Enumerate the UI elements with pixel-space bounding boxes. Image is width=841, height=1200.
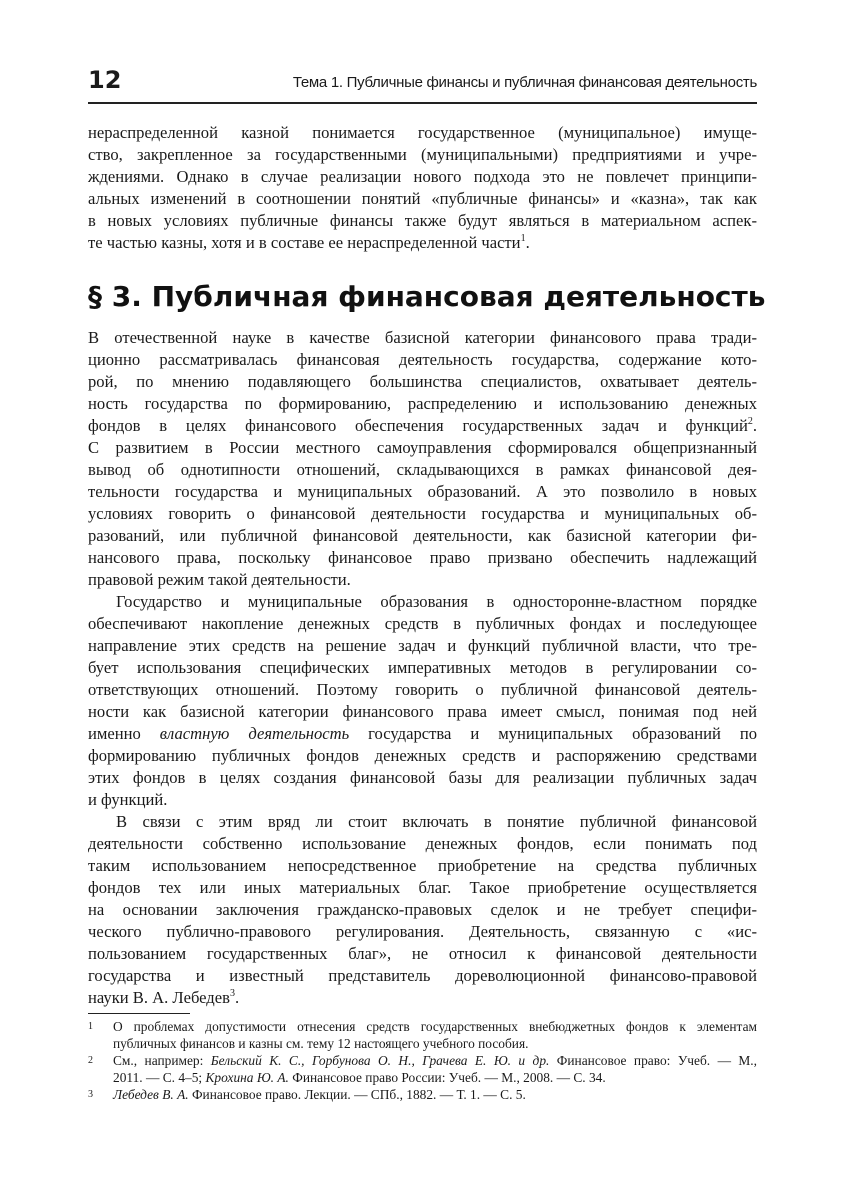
text-line — [88, 371, 757, 393]
page-number: 12 — [88, 66, 122, 94]
text-line — [88, 921, 757, 943]
text-run: С развитием в России местного самоуправления сформировался общепризнанный — [88, 438, 757, 457]
text-run: См., например: — [113, 1053, 211, 1068]
text-run: деятельности собственно использование денежных фондов, если понимать под — [88, 834, 757, 853]
text-line — [88, 701, 757, 723]
text-run: науки В. А. Лебедев — [88, 988, 230, 1007]
text-run: обеспечивают накопление денежных средств в публичных фондах и последующее — [88, 614, 757, 633]
paragraph — [88, 327, 757, 591]
text-line — [88, 393, 757, 415]
text-line — [88, 166, 757, 188]
text-run: этих фондов в целях создания финансовой базы для реализации публичных задач — [88, 768, 757, 787]
text-line — [88, 679, 757, 701]
text-run: ционно рассматривалась финансовая деятельность государства, содержание кото- — [88, 350, 757, 369]
text-line — [88, 459, 757, 481]
text-run: рой, по мнению подавляющего большинства специалистов, охватывает деятель- — [88, 372, 757, 391]
text-line — [88, 503, 757, 525]
footnote — [88, 1087, 757, 1104]
paragraph — [88, 591, 757, 811]
text-line — [88, 613, 757, 635]
footnote — [88, 1053, 757, 1086]
text-run: В отечественной науке в качестве базисной категории финансового права тради- — [88, 328, 757, 347]
text-line — [88, 547, 757, 569]
running-title: Тема 1. Публичные финансы и публичная финансовая деятельность — [292, 74, 757, 91]
section-heading: § 3. Публичная финансовая деятельность — [88, 280, 766, 313]
paragraph — [88, 122, 757, 254]
footnote-ref: 3 — [229, 988, 235, 999]
italic-text: Бельский К. С., Горбунова О. Н., Грачева Е. Ю. и др. — [210, 1053, 550, 1068]
footnote-ref: 2 — [747, 416, 753, 427]
text-line — [88, 635, 757, 657]
running-header — [88, 64, 757, 104]
footnote — [88, 1019, 757, 1052]
footnote-number: 2 — [88, 1055, 93, 1066]
text-line — [88, 481, 757, 503]
text-line — [88, 232, 757, 254]
text-run: Финансовое право. Лекции. — СПб., 1882. — Т. 1. — С. 5. — [188, 1087, 526, 1102]
footnote-number: 1 — [88, 1021, 93, 1032]
text-line — [88, 877, 757, 899]
text-line — [113, 1036, 757, 1053]
text-run: ность государства по формированию, распределению и использованию денежных — [88, 394, 757, 413]
text-line — [88, 349, 757, 371]
text-run: вывод об однотипности отношений, складывающихся в рамках финансовой дея- — [88, 460, 757, 479]
text-run: . — [752, 416, 757, 435]
text-run: . — [525, 233, 530, 252]
text-run: 2011. — С. 4–5; — [113, 1069, 206, 1085]
text-run: формированию публичных фондов денежных средств и распоряжению средствами — [88, 746, 757, 765]
text-line — [88, 833, 757, 855]
text-run: нансового права, поскольку финансовое право призвано обеспечить надлежащий — [88, 548, 757, 567]
text-line — [88, 415, 757, 437]
text-line — [88, 122, 757, 144]
footnote-number: 3 — [88, 1089, 93, 1100]
text-run: в новых условиях публичные финансы также будут являться в материальном аспек- — [88, 211, 757, 230]
text-run: на основании заключения гражданско-правовых сделок и не требует специфи- — [88, 900, 757, 919]
text-line — [88, 327, 757, 349]
text-run: нераспределенной казной понимается государственное (муниципальное) имуще- — [88, 123, 757, 142]
text-line — [113, 1087, 757, 1104]
text-line — [88, 569, 757, 591]
footnote-text — [113, 1087, 757, 1104]
footnote-text — [113, 1053, 757, 1086]
text-run: публичных финансов и казны см. тему 12 настоящего учебного пособия. — [113, 1035, 529, 1051]
text-line — [113, 1053, 757, 1070]
italic-text: Лебедев В. А. — [113, 1087, 189, 1102]
text-run: именно — [88, 724, 160, 743]
text-run: Государство и муниципальные образования в односторонне-властном порядке — [116, 592, 757, 611]
text-line — [88, 591, 757, 613]
text-run: Финансовое право: Учеб. — М., — [549, 1053, 757, 1068]
text-line — [88, 767, 757, 789]
text-run: фондов тех или иных материальных благ. Такое приобретение осуществляется — [88, 878, 757, 897]
text-line — [88, 525, 757, 547]
text-run: ство, закрепленное за государственными (муниципальными) предприятиями и учре- — [88, 145, 757, 164]
text-run: О проблемах допустимости отнесения средств государственных внебюджетных фондов к элементам — [113, 1019, 757, 1034]
italic-text: властную деятельность — [159, 724, 350, 743]
text-line — [88, 210, 757, 232]
footnote-divider — [88, 1013, 190, 1014]
text-run: бует использования специфических императивных методов в регулировании со- — [88, 658, 757, 677]
text-run: государства и известный представитель дореволюционной финансово-правовой — [88, 966, 757, 985]
text-line — [88, 899, 757, 921]
paragraph — [88, 811, 757, 1009]
text-run: ческого публично-правового регулирования. Деятельность, связанную с «ис- — [88, 922, 757, 941]
text-run: правовой режим такой деятельности. — [88, 570, 351, 589]
text-run: разований, или публичной финансовой деятельности, как базисной категории фи- — [88, 526, 757, 545]
text-run: тельности государства и муниципальных образований. А это позволило в новых — [88, 482, 757, 501]
text-line — [88, 144, 757, 166]
text-line — [88, 811, 757, 833]
text-run: Финансовое право России: Учеб. — М., 2008. — С. 34. — [288, 1069, 606, 1085]
text-line — [88, 723, 757, 745]
text-run: . — [234, 988, 240, 1007]
text-line — [88, 789, 757, 811]
text-line — [88, 437, 757, 459]
text-run: условиях говорить о финансовой деятельности государства и муниципальных об- — [88, 504, 757, 523]
text-line — [88, 745, 757, 767]
text-line — [88, 188, 757, 210]
text-run: ответствующих отношений. Поэтому говорить о публичной финансовой деятель- — [88, 680, 757, 699]
text-run: В связи с этим вряд ли стоит включать в понятие публичной финансовой — [116, 812, 757, 831]
text-run: альных изменений в соотношении понятий «публичные финансы» и «казна», так как — [88, 189, 757, 208]
text-run: пользованием государственных благ», не относил к финансовой деятельности — [88, 944, 757, 963]
text-run: и функций. — [88, 790, 168, 809]
text-run: направление этих средств на решение задач и функций публичной власти, что тре- — [88, 636, 757, 655]
italic-text: Крохина Ю. А. — [205, 1069, 289, 1085]
text-line — [113, 1070, 757, 1087]
footnote-text — [113, 1019, 757, 1052]
text-run: фондов в целях финансового обеспечения государственных задач и функций — [88, 416, 748, 435]
text-run: те частью казны, хотя и в составе ее нераспределенной части — [88, 233, 521, 252]
footnote-ref: 1 — [520, 233, 526, 244]
text-run: государства и муниципальных образований по — [349, 724, 758, 743]
text-run: ности как базисной категории финансового права имеет смысл, понимая под ней — [88, 702, 757, 721]
text-run: ждениями. Однако в случае реализации нового подхода это не повлечет принципи- — [88, 167, 757, 186]
text-line — [113, 1019, 757, 1036]
text-line — [88, 965, 757, 987]
text-line — [88, 855, 757, 877]
text-line — [88, 987, 757, 1009]
text-run: таким использованием непосредственное приобретение на средства публичных — [88, 856, 757, 875]
text-line — [88, 943, 757, 965]
text-line — [88, 657, 757, 679]
